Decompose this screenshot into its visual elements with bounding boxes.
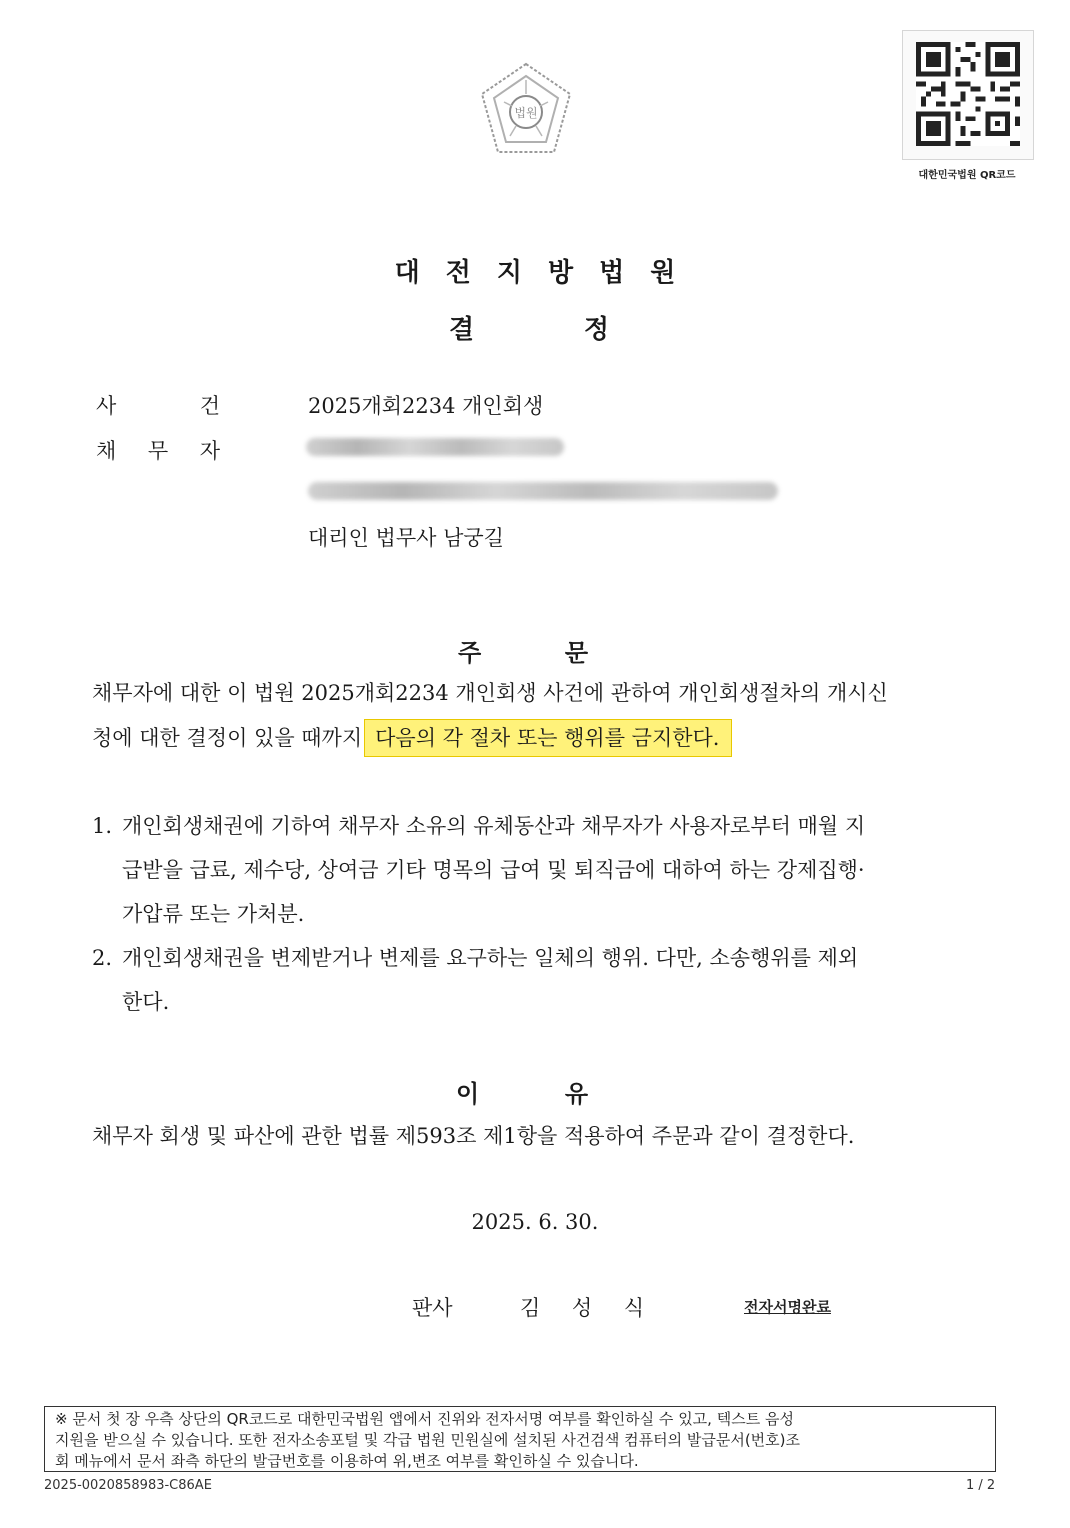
court-name: 대전지방법원 [394,258,702,288]
item-number: 2. [92,946,113,970]
debtor-label [96,435,220,465]
reason-text: 채무자 회생 및 파산에 관한 법률 제593조 제1항을 적용하여 주문과 같이 결정한다. [92,1124,855,1148]
prohibition-list [92,804,972,1024]
case-number: 2025개회2234 개인회생 [308,394,544,418]
order-line-2 [92,716,972,761]
label-char: 자 [199,439,220,463]
qr-code-icon[interactable] [916,42,1020,146]
redacted-debtor-name [306,438,564,456]
document-title [449,309,609,346]
item-line: 가압류 또는 가처분. [122,902,305,926]
label-char: 사 [96,394,117,418]
redacted-debtor-address [308,482,778,500]
item-number: 1. [92,814,113,838]
label-char: 채 [96,439,117,463]
decision-date: 2025. 6. 30. [471,1210,599,1234]
title-char: 결 [449,315,475,345]
item-line: 급받을 급료, 제수당, 상여금 기타 명목의 급여 및 퇴직금에 대하여 하는 강제집행· [122,858,865,882]
order-heading [458,633,588,668]
seal-text: 법원 [514,106,538,120]
reason-heading [456,1074,588,1109]
judge-name [520,1292,644,1322]
list-item [92,804,972,936]
name-char: 성 [571,1296,593,1320]
notice-line: ※ 문서 첫 장 우측 상단의 QR코드로 대한민국법원 앱에서 진위와 전자서명 여부를 확인하실 수 있고, 텍스트 음성 [55,1410,794,1428]
heading-char: 주 [458,639,482,667]
order-line-1: 채무자에 대한 이 법원 2025개회2234 개인회생 사건에 관하여 개인회생절차의 개시신 [92,681,888,705]
debtor-agent: 대리인 법무사 남궁길 [308,526,504,550]
issue-number: 2025-0020858983-C86AE [44,1478,212,1493]
item-line: 한다. [122,990,170,1014]
heading-char: 유 [564,1080,588,1108]
title-char: 정 [583,315,609,345]
heading-char: 이 [456,1080,480,1108]
list-item [92,936,972,1024]
case-label [96,390,220,420]
item-line: 개인회생채권에 기하여 채무자 소유의 유체동산과 채무자가 사용자로부터 매월 지 [122,814,866,838]
label-char: 건 [199,394,220,418]
label-char: 무 [147,439,169,463]
item-text [122,804,972,936]
qr-caption: 대한민국법원 QR코드 [918,170,1016,181]
heading-char: 문 [564,639,588,667]
item-text [122,936,972,1024]
order-line-2-text: 청에 대한 결정이 있을 때까지 [92,726,363,750]
item-line: 개인회생채권을 변제받거나 변제를 요구하는 일체의 행위. 다만, 소송행위를 제외 [122,946,859,970]
electronic-signature: 전자서명완료 [744,1298,831,1316]
highlighted-text: 다음의 각 절차 또는 행위를 금지한다. [364,719,732,757]
notice-line: 회 메뉴에서 문서 좌측 하단의 발급번호를 이용하여 위,변조 여부를 확인하실 수 있습니다. [55,1452,639,1470]
verification-notice [44,1406,996,1472]
court-seal-logo [474,60,578,160]
name-char: 식 [623,1296,644,1320]
notice-line: 지원을 받으실 수 있습니다. 또한 전자소송포털 및 각급 법원 민원실에 설치된 사건검색 컴퓨터의 발급문서(번호)조 [55,1431,801,1449]
page-number: 1 / 2 [966,1478,996,1493]
order-paragraph [92,671,972,761]
judge-title: 판사 [412,1296,453,1320]
name-char: 김 [520,1296,541,1320]
